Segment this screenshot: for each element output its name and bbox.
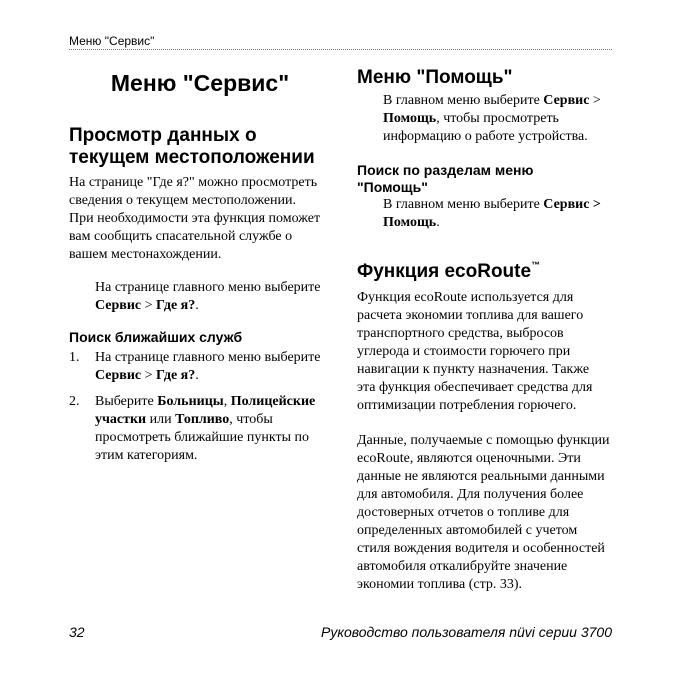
step-text: этим категориям.	[95, 448, 198, 463]
help-search-heading-line1: Поиск по разделам меню	[357, 162, 534, 178]
trademark-symbol: ™	[531, 260, 541, 270]
instruction-text: , чтобы просмотреть	[436, 111, 559, 126]
ecoroute-heading	[357, 254, 613, 283]
step-text: просмотреть ближайшие пункты по	[95, 430, 309, 445]
where-am-i-body	[69, 174, 331, 264]
instruction-end: .	[436, 215, 440, 230]
body-line: автомобиля откалибруйте значение	[357, 559, 568, 574]
step-text: , чтобы	[229, 412, 273, 427]
nearest-services-heading: Поиск ближайших служб	[69, 329, 243, 345]
option-police-line1: Полицейские	[230, 394, 316, 409]
instruction-end: .	[195, 298, 199, 313]
body-line: ecoRoute, являются оценочными. Эти	[357, 451, 581, 466]
ecoroute-disclaimer	[357, 432, 613, 594]
menu-path-tools: Сервис >	[543, 197, 601, 212]
step-number: 1.	[69, 350, 80, 365]
body-line: транспортного средства, выбросов	[357, 326, 564, 341]
left-column	[69, 62, 331, 465]
step-1	[69, 349, 331, 385]
menu-path-help: Помощь	[383, 215, 437, 230]
ecoroute-heading-text: Функция ecoRoute	[357, 261, 532, 282]
body-line: вашем местонахождении.	[69, 247, 222, 262]
step-number: 2.	[69, 394, 80, 409]
menu-path-help: Помощь	[383, 111, 437, 126]
menu-path-separator: >	[141, 298, 157, 313]
body-line: При необходимости эта функция поможет	[69, 211, 321, 226]
step-2	[69, 393, 331, 465]
step-text: Выберите	[95, 394, 158, 409]
body-line: Функция ecoRoute используется для	[357, 290, 574, 305]
menu-path-where-am-i: Где я?	[156, 368, 196, 383]
step-end: .	[195, 368, 199, 383]
body-line: эта функция обеспечивает средства для	[357, 380, 593, 395]
help-menu-instruction	[357, 92, 613, 146]
step-text: На странице главного меню выберите	[95, 350, 321, 365]
header-divider	[69, 49, 612, 50]
ecoroute-intro	[357, 289, 613, 415]
help-search-instruction	[357, 196, 613, 232]
instruction-text: информацию о работе устройства.	[383, 129, 588, 144]
menu-path-tools: Сервис	[95, 368, 142, 383]
step-comma: ,	[223, 394, 231, 409]
menu-path-tools: Сервис	[543, 93, 590, 108]
help-search-heading-line2: "Помощь"	[357, 179, 428, 195]
option-hospitals: Больницы	[157, 394, 224, 409]
body-line: расчета экономии топлива для вашего	[357, 308, 584, 323]
option-police-line2: участки	[95, 412, 147, 427]
page-title: Меню "Сервис"	[110, 70, 290, 96]
menu-path-where-am-i: Где я?	[156, 298, 196, 313]
running-header: Меню "Сервис"	[69, 34, 155, 48]
body-line: достоверных отчетов о топливе для	[357, 505, 570, 520]
body-line: данные не являются реальными данными	[357, 469, 605, 484]
manual-title-footer: Руководство пользователя nüvi серии 3700	[321, 624, 612, 640]
body-line: оптимизации потребления горючего.	[357, 398, 577, 413]
instruction-text: В главном меню выберите	[383, 197, 544, 212]
where-am-i-heading-line2: текущем местоположении	[69, 147, 315, 168]
body-line: вам сообщить спасательной службе о	[69, 229, 293, 244]
instruction-text: На странице главного меню выберите	[95, 280, 321, 295]
menu-path-tools: Сервис	[95, 298, 142, 313]
step-or: или	[146, 412, 176, 427]
body-line: стиля вождения водителя и особенностей	[357, 541, 605, 556]
where-am-i-instruction	[69, 279, 331, 315]
body-line: экономии топлива (стр. 33).	[357, 577, 523, 592]
where-am-i-heading	[69, 125, 331, 169]
page-number: 32	[69, 624, 85, 640]
body-line: для автомобиля. Для получения более	[357, 487, 584, 502]
body-line: На странице "Где я?" можно просмотреть	[69, 175, 318, 190]
help-menu-heading: Меню "Помощь"	[357, 67, 513, 88]
menu-path-separator: >	[589, 93, 601, 108]
nearest-services-steps	[69, 349, 331, 465]
body-line: углерода и стоимости горючего при	[357, 344, 571, 359]
option-fuel: Топливо	[175, 412, 230, 427]
right-column	[357, 62, 613, 594]
body-line: определенных автомобилей с учетом	[357, 523, 578, 538]
body-line: Данные, получаемые с помощью функции	[357, 433, 610, 448]
where-am-i-heading-line1: Просмотр данных о	[69, 125, 257, 146]
menu-path-separator: >	[141, 368, 157, 383]
body-line: сведения о текущем местоположении.	[69, 193, 297, 208]
instruction-text: В главном меню выберите	[383, 93, 544, 108]
body-line: навигации к пункту назначения. Также	[357, 362, 590, 377]
help-search-heading	[357, 162, 613, 196]
